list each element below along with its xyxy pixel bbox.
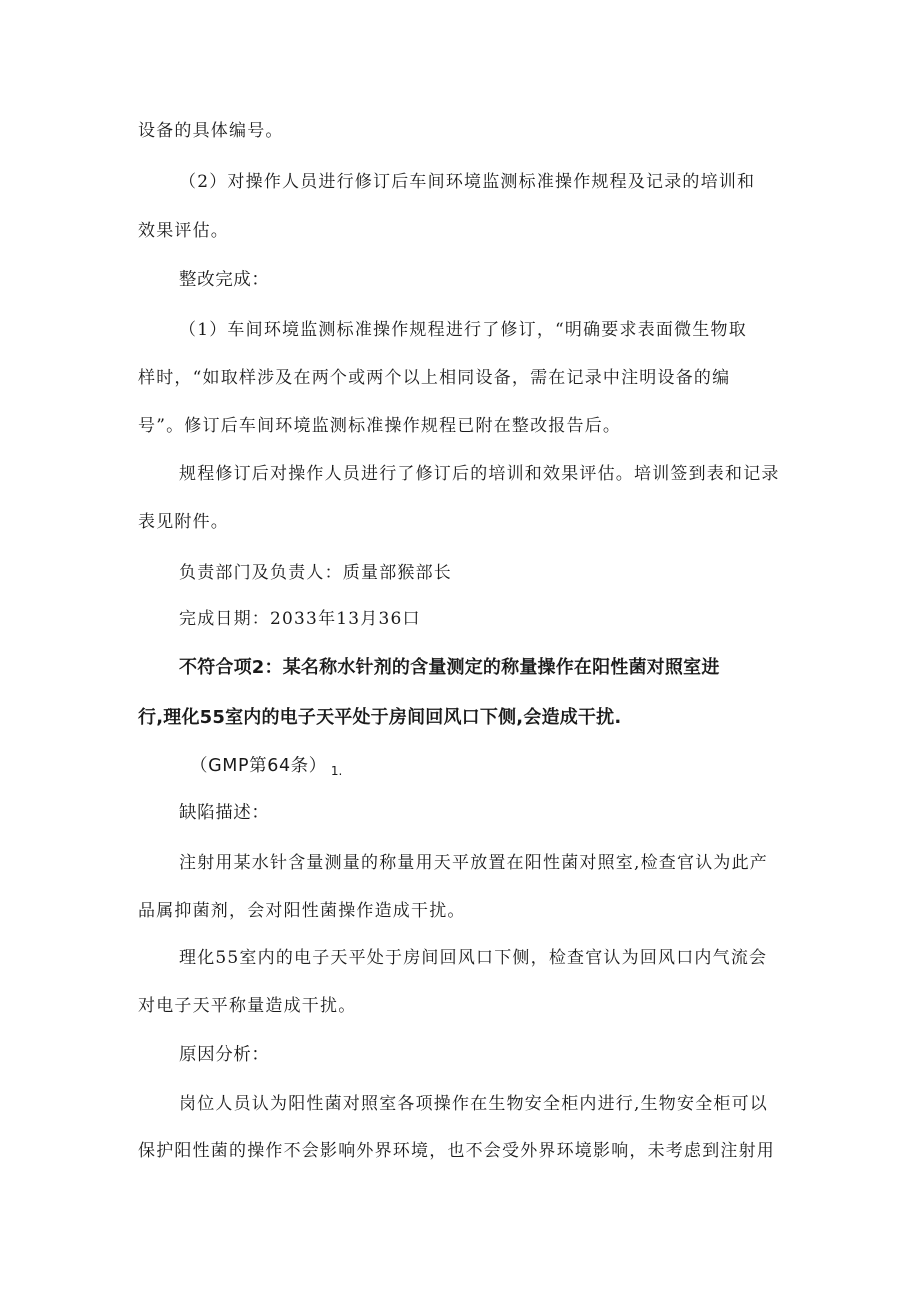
gmp-reference: [190, 754, 342, 779]
paragraph-line: 效果评估。: [138, 221, 229, 241]
section-heading: 整改完成：: [179, 270, 270, 290]
nonconformity-title-cont: 行,理化55室内的电子天平处于房间回风口下侧,会造成干扰.: [138, 707, 622, 728]
paragraph-line: 理化55室内的电子天平处于房间回风口下侧，检查官认为回风口内气流会: [179, 948, 768, 968]
paragraph-line: 号”。修订后车间环境监测标准操作规程已附在整改报告后。: [138, 416, 622, 436]
section-heading: 缺陷描述：: [179, 803, 270, 823]
paragraph-line: 规程修订后对操作人员进行了修订后的培训和效果评估。培训签到表和记录: [179, 464, 780, 484]
paragraph-line: （1）车间环境监测标准操作规程进行了修订，“明确要求表面微生物取: [179, 320, 747, 340]
paragraph-line: （2）对操作人员进行修订后车间环境监测标准操作规程及记录的培训和: [179, 172, 756, 192]
nonconformity-title: 不符合项2：某名称水针剂的含量测定的称量操作在阳性菌对照室进: [179, 657, 720, 678]
gmp-suffix: 1.: [330, 764, 343, 778]
paragraph-line: 品属抑菌剂，会对阳性菌操作造成干扰。: [138, 901, 466, 921]
paragraph-line: 样时，“如取样涉及在两个或两个以上相同设备，需在记录中注明设备的编: [138, 368, 731, 388]
completion-date-line: 完成日期：2033年13月36口: [179, 609, 421, 629]
paragraph-line: 设备的具体编号。: [138, 121, 284, 141]
paragraph-line: 岗位人员认为阳性菌对照室各项操作在生物安全柜内进行,生物安全柜可以: [179, 1094, 769, 1114]
gmp-article: （GMP第64条）: [190, 756, 327, 776]
paragraph-line: 注射用某水针含量测量的称量用天平放置在阳性菌对照室,检查官认为此产: [179, 853, 769, 873]
section-heading: 原因分析：: [179, 1045, 270, 1065]
paragraph-line: 保护阳性菌的操作不会影响外界环境，也不会受外界环境影响，未考虑到注射用: [138, 1141, 775, 1161]
paragraph-line: 对电子天平称量造成干扰。: [138, 996, 357, 1016]
responsible-line: 负责部门及负责人：质量部猴部长: [179, 563, 452, 583]
paragraph-line: 表见附件。: [138, 512, 229, 532]
